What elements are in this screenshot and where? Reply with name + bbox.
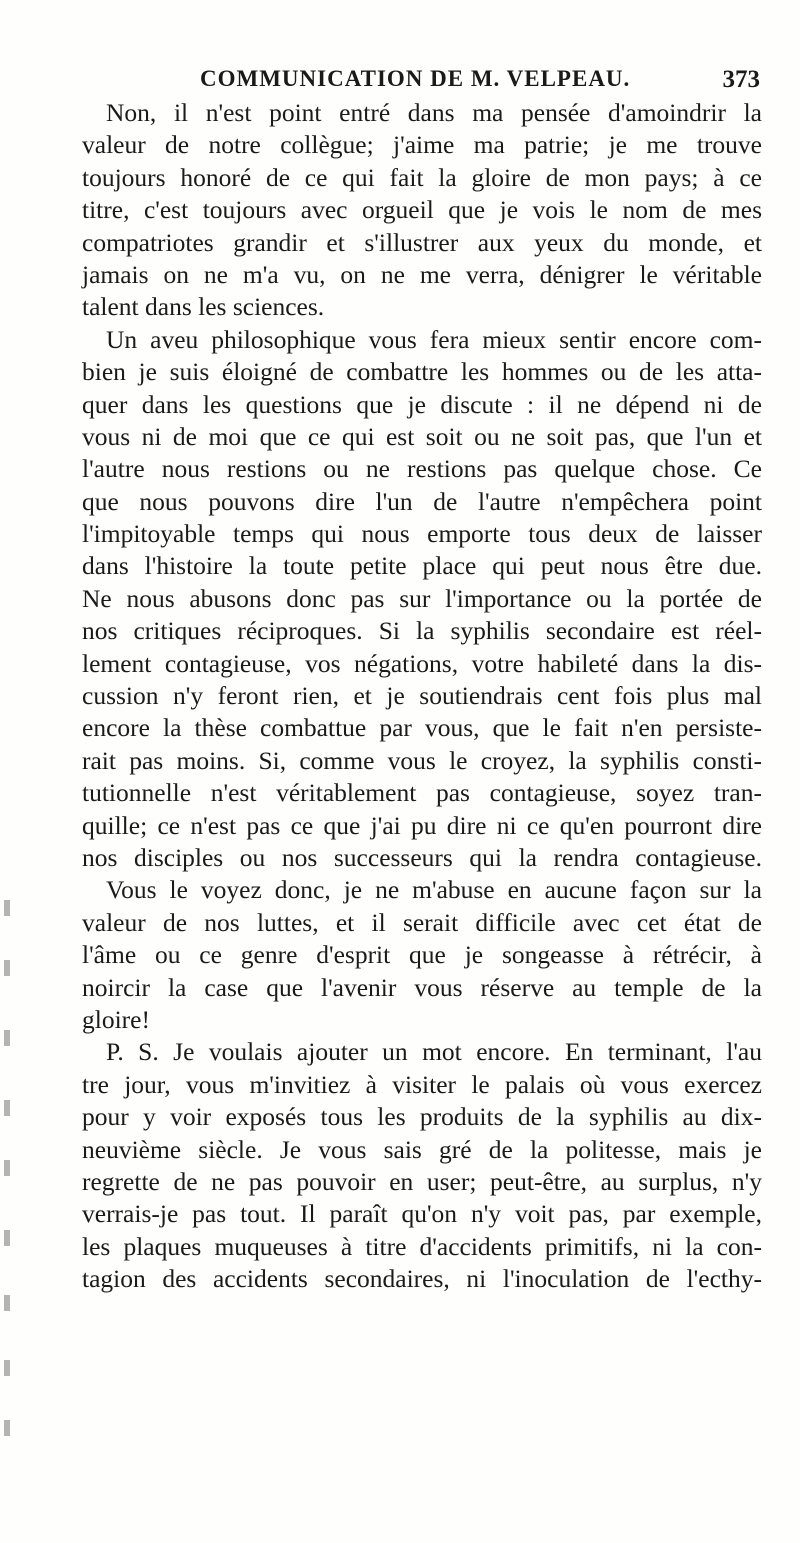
page-number: 373 bbox=[722, 66, 760, 93]
text-line: tagion des accidents secondaires, ni l'inoculation de l'ecthy- bbox=[82, 1264, 762, 1294]
text-line: noircir la case que l'avenir vous réserve au temple de la bbox=[82, 972, 762, 1002]
text-line: titre, c'est toujours avec orgueil que je vois le nom de mes bbox=[82, 195, 762, 225]
text-line: nos critiques réciproques. Si la syphilis secondaire est réel- bbox=[82, 616, 762, 646]
text-line: gloire! bbox=[82, 1004, 150, 1034]
text-line: tre jour, vous m'invitiez à visiter le palais où vous exercez bbox=[82, 1069, 762, 1099]
text-line: quer dans les questions que je discute : il ne dépend ni de bbox=[82, 389, 762, 419]
text-line: rait pas moins. Si, comme vous le croyez, la syphilis consti- bbox=[82, 745, 762, 775]
text-line: Un aveu philosophique vous fera mieux sentir encore com- bbox=[106, 324, 762, 354]
text-line: toujours honoré de ce qui fait la gloire de mon pays; à ce bbox=[82, 162, 762, 192]
text-line: talent dans les sciences. bbox=[82, 292, 325, 322]
text-line: regrette de ne pas pouvoir en user; peut-être, au surplus, n'y bbox=[82, 1166, 762, 1196]
text-line: nos disciples ou nos successeurs qui la rendra contagieuse. bbox=[82, 842, 762, 872]
text-line: compatriotes grandir et s'illustrer aux yeux du monde, et bbox=[82, 227, 762, 257]
text-line: vous ni de moi que ce qui est soit ou ne soit pas, que l'un et bbox=[82, 421, 762, 451]
text-line: Non, il n'est point entré dans ma pensée d'amoindrir la bbox=[106, 98, 762, 127]
text-line: valeur de nos luttes, et il serait difficile avec cet état de bbox=[82, 907, 762, 937]
text-line: Ne nous abusons donc pas sur l'importance ou la portée de bbox=[82, 583, 762, 613]
text-line: jamais on ne m'a vu, on ne me verra, dénigrer le véritable bbox=[82, 259, 762, 289]
text-line: dans l'histoire la toute petite place qui peut nous être due. bbox=[82, 551, 762, 581]
running-head: COMMUNICATION DE M. VELPEAU. bbox=[200, 66, 631, 91]
body-text bbox=[82, 97, 762, 1295]
text-line: que nous pouvons dire l'un de l'autre n'empêchera point bbox=[82, 486, 762, 516]
text-line: les plaques muqueuses à titre d'accidents primitifs, ni la con- bbox=[82, 1231, 762, 1261]
text-line: l'âme ou ce genre d'esprit que je songeasse à rétrécir, à bbox=[82, 940, 762, 970]
margin-scan-marks bbox=[0, 900, 14, 1460]
text-line: P. S. Je voulais ajouter un mot encore. En terminant, l'au bbox=[106, 1037, 762, 1067]
text-line: Vous le voyez donc, je ne m'abuse en aucune façon sur la bbox=[106, 875, 762, 905]
text-line: valeur de notre collègue; j'aime ma patrie; je me trouve bbox=[82, 130, 762, 160]
text-line: bien je suis éloigné de combattre les hommes ou de les atta- bbox=[82, 357, 762, 387]
text-line: encore la thèse combattue par vous, que le fait n'en persiste- bbox=[82, 713, 762, 743]
page-header bbox=[200, 66, 760, 94]
text-line: quille; ce n'est pas ce que j'ai pu dire ni ce qu'en pourront dire bbox=[82, 810, 762, 840]
text-line: l'impitoyable temps qui nous emporte tous deux de laisser bbox=[82, 519, 762, 549]
text-line: l'autre nous restions ou ne restions pas quelque chose. Ce bbox=[82, 454, 762, 484]
text-line: cussion n'y feront rien, et je soutiendrais cent fois plus mal bbox=[82, 681, 762, 711]
text-line: pour y voir exposés tous les produits de la syphilis au dix- bbox=[82, 1102, 762, 1132]
text-line: neuvième siècle. Je vous sais gré de la politesse, mais je bbox=[82, 1134, 762, 1164]
text-line: tutionnelle n'est véritablement pas contagieuse, soyez tran- bbox=[82, 778, 762, 808]
text-line: lement contagieuse, vos négations, votre habileté dans la dis- bbox=[82, 648, 762, 678]
text-line: verrais-je pas tout. Il paraît qu'on n'y voit pas, par exemple, bbox=[82, 1199, 762, 1229]
